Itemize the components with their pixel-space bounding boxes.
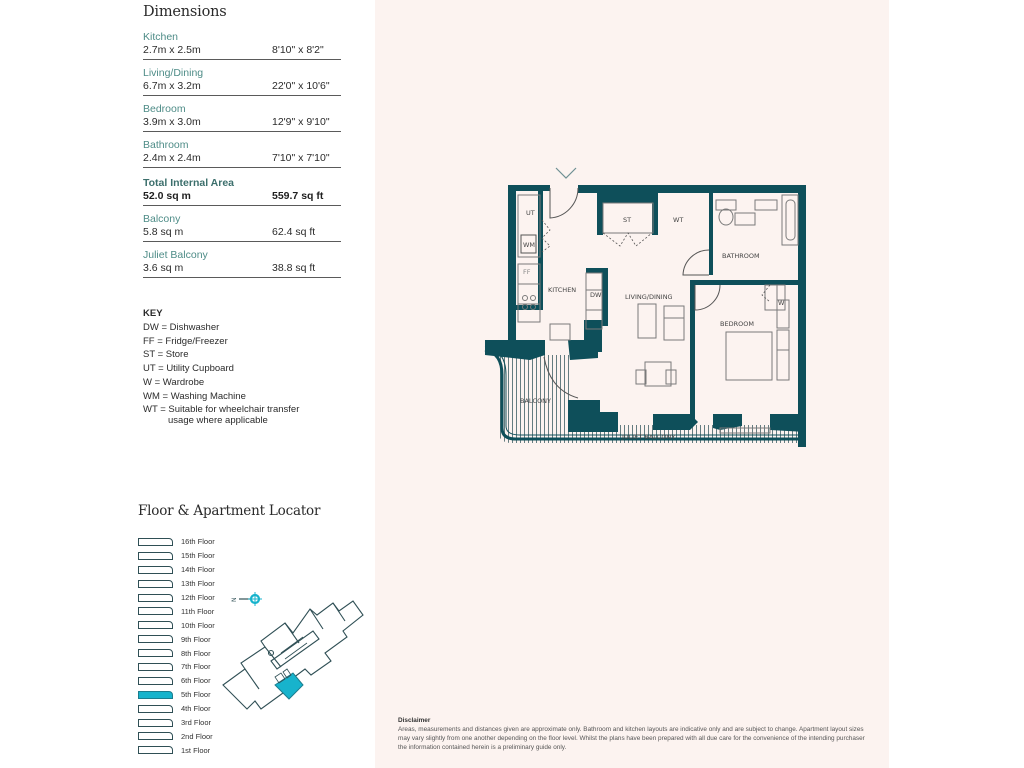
svg-text:FF: FF (523, 268, 531, 276)
floor-label: 5th Floor (181, 690, 211, 700)
disclaimer-text: Areas, measurements and distances given are approximate only. Bathroom and kitchen layouts are indicative only and are subject to change. Apartment layout sizes may vary slightly from one another depending on the floor level. Whilst the plans have been prepared with all due care for the convenience of the intending purchaser the information contained herein is a preliminary guide only. (398, 726, 865, 751)
floor-7[interactable] (138, 660, 215, 674)
imperial-value: 22'0" x 10'6" (272, 80, 330, 92)
dimension-row-total (143, 176, 341, 206)
room-name: Bedroom (143, 103, 186, 115)
imperial-value: 559.7 sq ft (272, 190, 324, 202)
room-name: Kitchen (143, 31, 179, 43)
locator-title: Floor & Apartment Locator (138, 503, 321, 519)
floor-selector (138, 535, 215, 757)
dimension-row-bathroom (143, 138, 341, 168)
floor-12[interactable] (138, 591, 215, 605)
floor-2[interactable] (138, 729, 215, 743)
dimension-row-kitchen (143, 30, 341, 60)
room-name: Living/Dining (143, 67, 204, 79)
floor-bar (138, 746, 173, 754)
key-item: FF = Fridge/Freezer (143, 335, 228, 347)
floor-bar (138, 649, 173, 657)
floor-bar (138, 621, 173, 629)
metric-value: 52.0 sq m (143, 190, 191, 202)
metric-value: 5.8 sq m (143, 226, 184, 238)
right-margin (889, 0, 1024, 768)
floor-label: 13th Floor (181, 579, 215, 589)
floor-bar (138, 552, 173, 560)
floor-label: 12th Floor (181, 593, 215, 602)
floor-bar (138, 538, 173, 546)
key-item: W = Wardrobe (143, 376, 205, 388)
floor-bar (138, 635, 173, 643)
dimension-row-bedroom (143, 102, 341, 132)
svg-text:W: W (778, 299, 785, 307)
dimension-row-living-dining (143, 66, 341, 96)
floor-label: 7th Floor (181, 662, 211, 672)
svg-text:LIVING/DINING: LIVING/DINING (625, 293, 673, 301)
imperial-value: 12'9" x 9'10" (272, 116, 330, 128)
metric-value: 6.7m x 3.2m (143, 80, 201, 92)
disclaimer (398, 716, 868, 752)
key-item: UT = Utility Cupboard (143, 363, 234, 375)
floor-bar (138, 677, 173, 685)
floor-label: 10th Floor (181, 620, 215, 630)
svg-text:BALCONY: BALCONY (520, 397, 552, 405)
floor-label: 6th Floor (181, 676, 211, 686)
floor-bar (138, 594, 173, 602)
metric-value: 2.7m x 2.5m (143, 44, 201, 56)
floor-9[interactable] (138, 632, 215, 646)
dimension-row-juliet-balcony (143, 248, 341, 278)
dimensions-title: Dimensions (143, 4, 227, 20)
svg-text:DW: DW (590, 291, 602, 299)
svg-text:BATHROOM: BATHROOM (722, 252, 760, 260)
floor-label: 8th Floor (181, 648, 211, 658)
floor-13[interactable] (138, 577, 215, 591)
imperial-value: 38.8 sq ft (272, 262, 316, 274)
floor-14[interactable] (138, 563, 215, 577)
area-name: Juliet Balcony (143, 249, 208, 261)
floor-label: 16th Floor (181, 537, 215, 547)
svg-text:BEDROOM: BEDROOM (720, 320, 754, 328)
metric-value: 2.4m x 2.4m (143, 152, 201, 164)
floor-1[interactable] (138, 743, 215, 757)
imperial-value: 8'10" x 8'2" (272, 44, 324, 56)
svg-text:KITCHEN: KITCHEN (548, 286, 577, 294)
imperial-value: 62.4 sq ft (272, 226, 316, 238)
floor-bar (138, 719, 173, 727)
svg-text:WM: WM (523, 241, 536, 249)
disclaimer-title: Disclaimer (398, 717, 431, 724)
svg-text:JULIET BALCONY: JULIET BALCONY (622, 433, 676, 441)
imperial-value: 7'10" x 7'10" (272, 152, 330, 164)
key-item: DW = Dishwasher (143, 321, 220, 333)
floor-label: 11th Floor (181, 606, 215, 616)
room-name: Bathroom (143, 139, 189, 151)
floor-10[interactable] (138, 618, 215, 632)
floor-15[interactable] (138, 549, 215, 563)
dimension-row-balcony (143, 212, 341, 242)
floor-bar (138, 566, 173, 574)
floor-label: 14th Floor (181, 565, 215, 575)
key-legend (143, 307, 299, 426)
floor-bar (138, 732, 173, 740)
floor-label: 2nd Floor (181, 731, 213, 741)
svg-text:UT: UT (526, 209, 535, 217)
floor-6[interactable] (138, 674, 215, 688)
floor-bar-active (138, 691, 173, 699)
key-item-continuation: usage where applicable (168, 414, 268, 426)
svg-text:ST: ST (623, 216, 632, 224)
floor-5-active[interactable] (138, 688, 215, 702)
floor-bar (138, 607, 173, 615)
floor-11[interactable] (138, 604, 215, 618)
floor-8[interactable] (138, 646, 215, 660)
key-title: KEY (143, 308, 163, 319)
building-locator-plan (215, 585, 375, 720)
metric-value: 3.6 sq m (143, 262, 184, 274)
floor-label: 15th Floor (181, 551, 215, 561)
bathroom-fixtures (719, 200, 795, 240)
floor-16[interactable] (138, 535, 215, 549)
entrance-arrow-icon (556, 168, 576, 178)
key-item: WT = Suitable for wheelchair transfer (143, 403, 300, 415)
total-label: Total Internal Area (143, 177, 235, 189)
floor-label: 3rd Floor (181, 718, 212, 728)
metric-value: 3.9m x 3.0m (143, 116, 201, 128)
dimensions-list (143, 30, 341, 284)
floor-label: 4th Floor (181, 704, 211, 714)
floor-4[interactable] (138, 702, 215, 716)
floor-3[interactable] (138, 716, 215, 730)
floor-label: 9th Floor (181, 634, 211, 644)
floor-bar (138, 705, 173, 713)
svg-text:N: N (231, 597, 238, 602)
key-item: WM = Washing Machine (143, 390, 246, 402)
apartment-floorplan (480, 160, 820, 460)
floor-bar (138, 663, 173, 671)
area-name: Balcony (143, 213, 181, 225)
key-item: ST = Store (143, 349, 189, 361)
floor-bar (138, 580, 173, 588)
compass-icon (231, 592, 262, 606)
svg-text:WT: WT (673, 216, 684, 224)
floor-label: 1st Floor (181, 745, 211, 755)
